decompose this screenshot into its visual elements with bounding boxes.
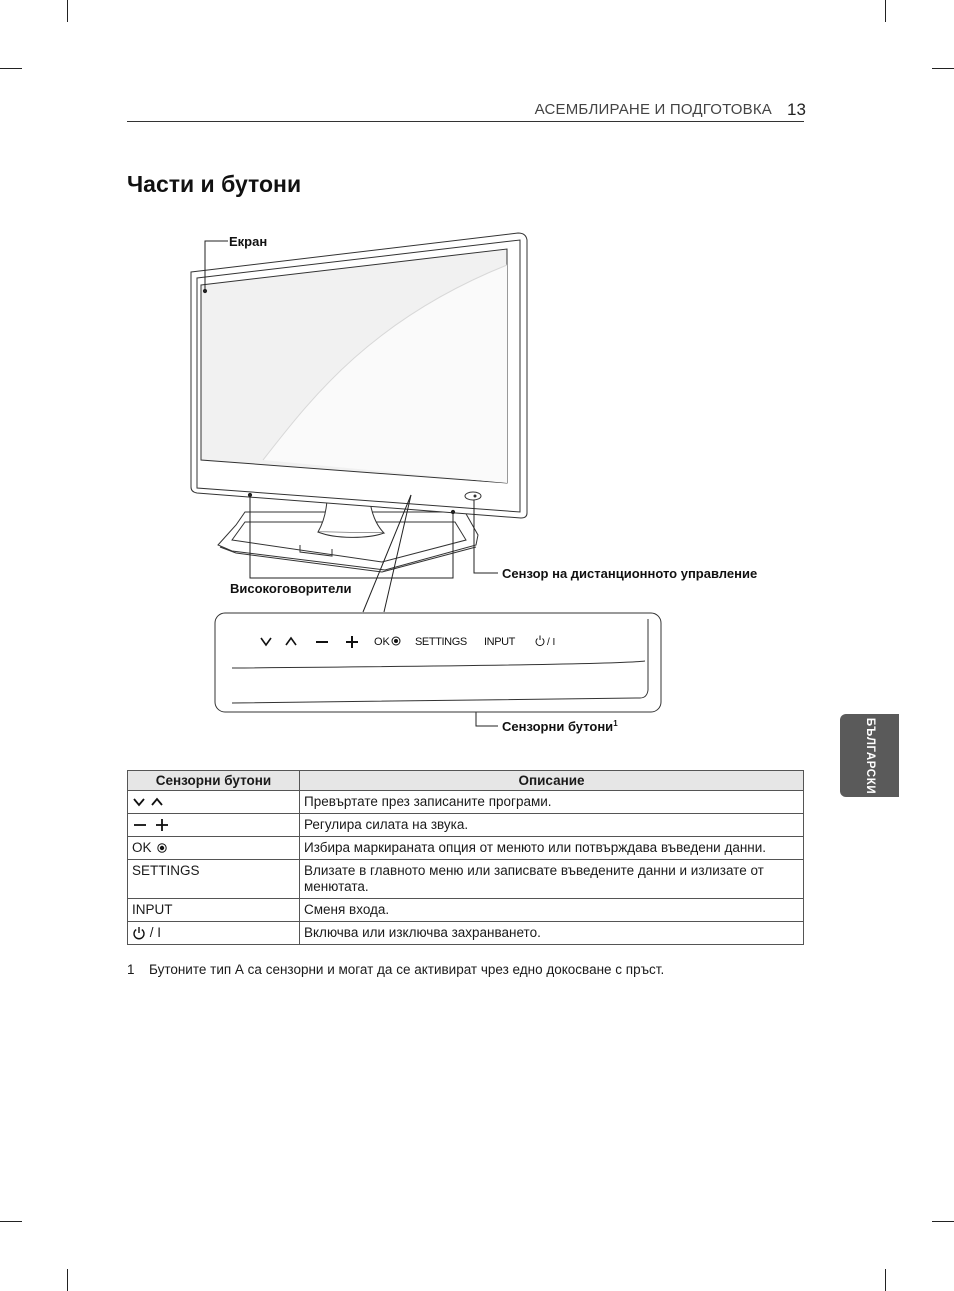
touch-panel [215,613,661,712]
touch-buttons-label-text: Сензорни бутони [502,719,614,734]
footnote-text: Бутоните тип А са сензорни и могат да се активират чрез едно докосване с пръст. [149,962,665,977]
touch-buttons-footnote-ref: 1 [613,719,618,728]
table-cell-desc: Влизате в главното меню или записвате въведените данни и излизате от менютата. [300,860,804,899]
footnote-number: 1 [127,962,135,977]
minus-plus-icon [132,818,172,832]
buttons-table [127,770,804,945]
screen-label: Екран [229,234,268,249]
table-cell-desc: Сменя входа. [300,899,804,922]
table-row [128,922,804,945]
table-row [128,814,804,837]
remote-sensor-label: Сензор на дистанционното управление [502,566,758,581]
section-header: АСЕМБЛИРАНЕ И ПОДГОТОВКА [534,101,772,118]
table-cell-key [128,791,300,814]
page-title: Части и бутони [127,171,302,197]
speakers-label: Високоговорители [230,581,352,596]
monitor-bezel [191,233,527,518]
table-row [128,837,804,860]
crop-mark [0,1221,22,1222]
crop-mark [67,1269,68,1291]
table-header-buttons: Сензорни бутони [128,771,300,791]
panel-input-label: INPUT [484,636,516,648]
ok-dot-icon [155,841,169,855]
panel-settings-label: SETTINGS [415,636,467,648]
table-cell-key [128,814,300,837]
table-header-description: Описание [300,771,804,791]
footnote [127,962,664,977]
table-cell-desc: Избира маркираната опция от менюто или потвърждава въведени данни. [300,837,804,860]
page-number: 13 [787,100,806,119]
table-cell-key [128,922,300,945]
touch-buttons-label [502,719,618,734]
table-row [128,899,804,922]
table-cell-key: INPUT [128,899,300,922]
table-cell-key: SETTINGS [128,860,300,899]
crop-mark [932,1221,954,1222]
key-ok-text: OK [132,840,152,855]
crop-mark [885,1269,886,1291]
table-cell-desc: Превъртате през записаните програми. [300,791,804,814]
language-tab-label: БЪЛГАРСКИ [863,717,876,794]
power-icon [132,926,146,940]
key-power-text: / I [149,925,162,940]
table-cell-key [128,837,300,860]
table-cell-desc: Включва или изключва захранването. [300,922,804,945]
table-row [128,860,804,899]
table-row [128,791,804,814]
table-cell-desc: Регулира силата на звука. [300,814,804,837]
table-header-row [128,771,804,791]
panel-power-label: / I [547,637,556,648]
panel-ok-label: OK [374,636,390,648]
chevron-down-up-icon [132,795,172,809]
